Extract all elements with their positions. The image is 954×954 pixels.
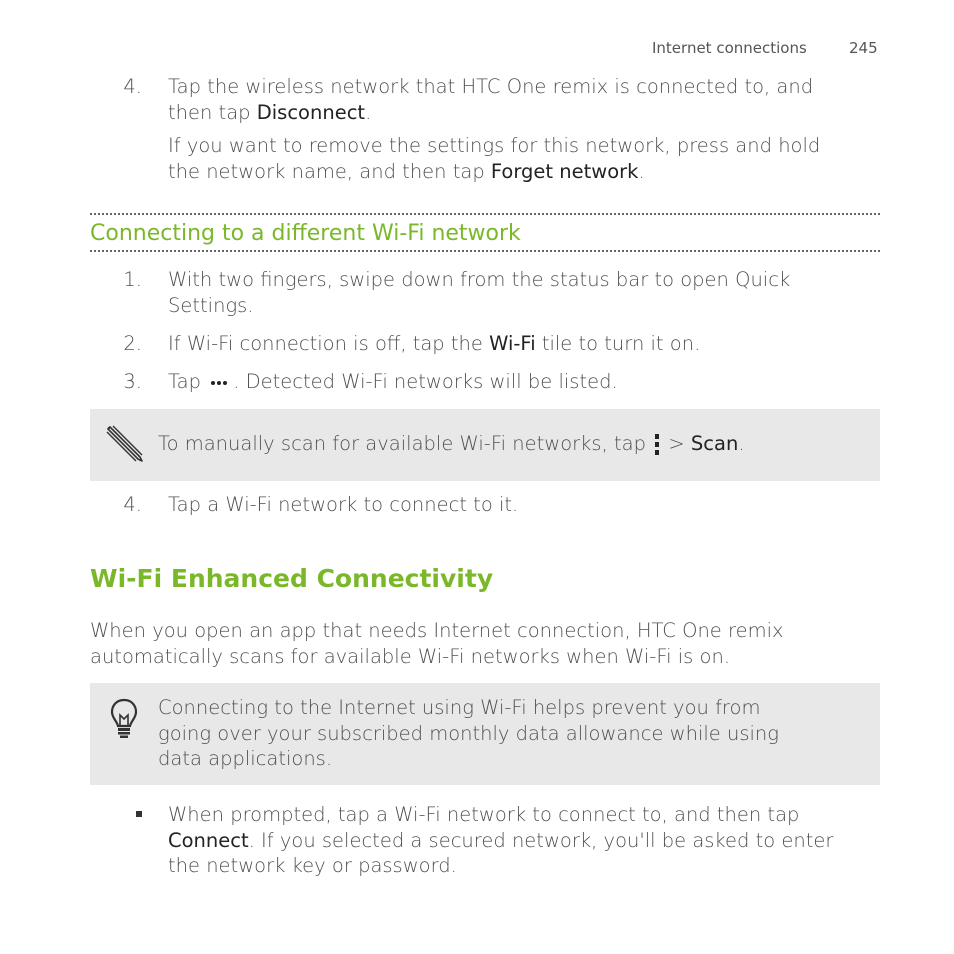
- step-text-line1: With two fingers, swipe down from the status bar to open Quick: [168, 268, 791, 291]
- step-text-line2: Settings.: [168, 293, 254, 317]
- step-text: Tap . Detected Wi-Fi networks will be listed.: [168, 370, 618, 393]
- pencil-icon: [104, 423, 144, 467]
- step-text: If Wi-Fi connection is off, tap the Wi-Fi tile to turn it on.: [168, 332, 701, 355]
- three-dots-icon: [207, 373, 233, 393]
- connect-ui-label: Connect: [168, 828, 249, 852]
- section-title: Wi-Fi Enhanced Connectivity: [90, 564, 494, 593]
- step-number: 4.: [123, 75, 142, 98]
- step-number: 2.: [123, 332, 142, 355]
- step-number: 1.: [123, 268, 142, 291]
- step-number: 3.: [123, 370, 142, 393]
- step-number: 4.: [123, 493, 142, 516]
- section-divider-top: [90, 213, 880, 215]
- section-divider-bottom: [90, 250, 880, 252]
- tip-text: Connecting to the Internet using Wi-Fi helps prevent you from going over your subscribed monthly data allowance while using data applications.: [158, 696, 779, 770]
- sub-text-line2: the network name, and then tap Forget network.: [168, 159, 645, 183]
- tip-box: [90, 683, 880, 785]
- forget-network-ui-label: Forget network: [490, 159, 639, 183]
- step-text: Tap a Wi-Fi network to connect to it.: [168, 493, 519, 516]
- intro-paragraph: When you open an app that needs Internet connection, HTC One remix automatically scans for available Wi-Fi networks when Wi-Fi is on.: [90, 619, 784, 668]
- bullet-marker: [136, 811, 142, 817]
- step-text-line2: then tap Disconnect.: [168, 100, 372, 124]
- lightbulb-icon: [110, 697, 138, 743]
- note-text: To manually scan for available Wi-Fi networks, tap > Scan.: [158, 432, 745, 455]
- wifi-ui-label: Wi-Fi: [489, 332, 536, 355]
- running-header-section: Internet connections: [652, 39, 807, 57]
- scan-ui-label: Scan: [690, 432, 739, 455]
- disconnect-ui-label: Disconnect: [256, 100, 366, 124]
- step-text-line1: Tap the wireless network that HTC One remix is connected to, and: [168, 75, 814, 98]
- note-box: [90, 409, 880, 481]
- section-heading: Connecting to a different Wi-Fi network: [90, 221, 521, 246]
- bullet-text: When prompted, tap a Wi-Fi network to connect to, and then tap Connect. If you selected a secured network, you'll be asked to enter the network key or password.: [168, 803, 834, 877]
- vertical-dots-icon: [652, 433, 662, 457]
- sub-text-line1: If you want to remove the settings for this network, press and hold: [168, 134, 821, 157]
- page-number: 245: [849, 39, 878, 57]
